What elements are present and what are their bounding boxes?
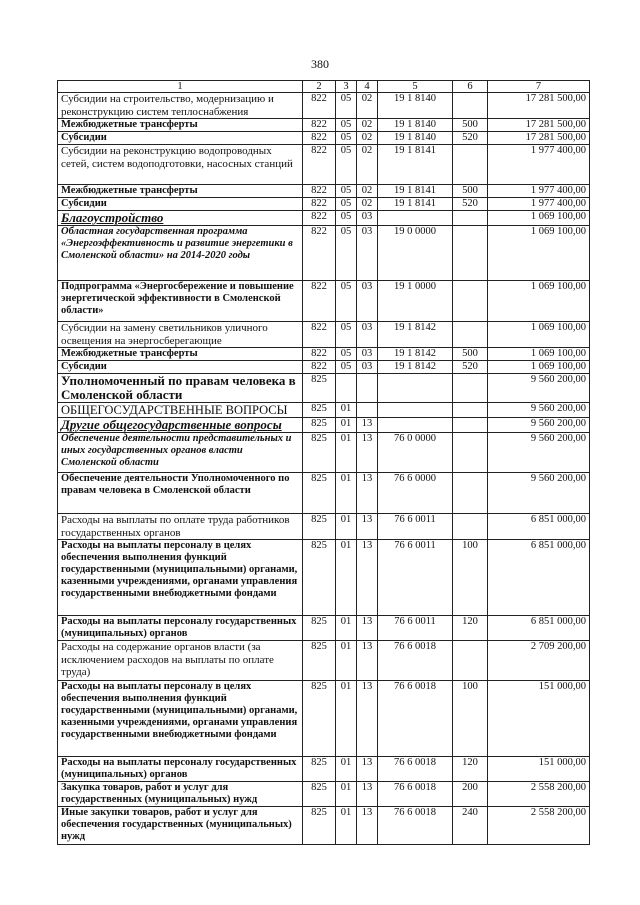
section-code: 05 (336, 145, 357, 185)
table-row (58, 185, 590, 198)
section-code: 05 (336, 281, 357, 322)
section-code: 05 (336, 322, 357, 348)
row-name: Межбюджетные трансферты (58, 119, 303, 132)
ministry-code: 822 (303, 226, 336, 281)
row-name: Иные закупки товаров, работ и услуг для обеспечения государственных (муниципальных) нужд (58, 807, 303, 845)
section-code (336, 374, 357, 403)
target-article: 19 1 8142 (378, 322, 453, 348)
subsection-code: 02 (357, 198, 378, 211)
row-name: Субсидии (58, 132, 303, 145)
section-code: 01 (336, 433, 357, 473)
target-article (378, 374, 453, 403)
amount: 2 558 200,00 (488, 807, 590, 845)
expense-type (453, 93, 488, 119)
subsection-code: 13 (357, 433, 378, 473)
subsection-code (357, 403, 378, 418)
row-name: Субсидии (58, 198, 303, 211)
subsection-code: 13 (357, 473, 378, 514)
ministry-code: 822 (303, 322, 336, 348)
row-name: Закупка товаров, работ и услуг для государственных (муниципальных) нужд (58, 782, 303, 807)
row-name: Благоустройство (58, 211, 303, 226)
amount: 1 977 400,00 (488, 145, 590, 185)
ministry-code: 822 (303, 361, 336, 374)
row-name: Расходы на выплаты персоналу в целях обеспечения выполнения функций государственными (муниципальными) органами, казенными учреждениями, органами управления государственными внебюджетными фондами (58, 681, 303, 757)
subsection-code: 03 (357, 322, 378, 348)
expense-type: 100 (453, 681, 488, 757)
target-article: 19 1 8141 (378, 145, 453, 185)
subsection-code: 03 (357, 211, 378, 226)
expense-type (453, 374, 488, 403)
table-body (58, 93, 590, 845)
subsection-code: 13 (357, 757, 378, 782)
table-row (58, 681, 590, 757)
expense-type (453, 433, 488, 473)
section-code: 05 (336, 361, 357, 374)
table-row (58, 641, 590, 681)
row-name: Подпрограмма «Энергосбережение и повышение энергетической эффективности в Смоленской области» (58, 281, 303, 322)
table-row (58, 418, 590, 433)
expense-type: 500 (453, 348, 488, 361)
expense-type: 500 (453, 119, 488, 132)
table-row (58, 119, 590, 132)
amount: 1 069 100,00 (488, 281, 590, 322)
amount: 1 069 100,00 (488, 348, 590, 361)
row-name: Субсидии на строительство, модернизацию и реконструкцию систем теплоснабжения (58, 93, 303, 119)
expense-type: 520 (453, 198, 488, 211)
row-name: Областная государственная программа «Энергоэффективность и развитие энергетики в Смоленской области» на 2014-2020 годы (58, 226, 303, 281)
subsection-code: 02 (357, 119, 378, 132)
table-row (58, 322, 590, 348)
ministry-code: 825 (303, 514, 336, 540)
section-code: 05 (336, 132, 357, 145)
subsection-code: 13 (357, 616, 378, 641)
row-name: Субсидии на реконструкцию водопроводных сетей, систем водоподготовки, насосных станций (58, 145, 303, 185)
expense-type (453, 418, 488, 433)
amount: 17 281 500,00 (488, 132, 590, 145)
column-header: 6 (453, 81, 488, 93)
amount: 6 851 000,00 (488, 540, 590, 616)
table-row (58, 145, 590, 185)
subsection-code: 13 (357, 418, 378, 433)
row-name: Расходы на содержание органов власти (за исключением расходов на выплаты по оплате труда) (58, 641, 303, 681)
target-article: 19 0 0000 (378, 226, 453, 281)
expense-type (453, 403, 488, 418)
ministry-code: 825 (303, 418, 336, 433)
expense-type: 500 (453, 185, 488, 198)
target-article: 76 6 0018 (378, 641, 453, 681)
amount: 1 977 400,00 (488, 198, 590, 211)
expense-type: 120 (453, 757, 488, 782)
target-article: 19 1 8142 (378, 361, 453, 374)
amount: 1 069 100,00 (488, 322, 590, 348)
expense-type (453, 281, 488, 322)
expense-type (453, 322, 488, 348)
section-code: 01 (336, 757, 357, 782)
target-article: 76 6 0011 (378, 540, 453, 616)
subsection-code: 02 (357, 93, 378, 119)
section-code: 05 (336, 185, 357, 198)
ministry-code: 825 (303, 681, 336, 757)
section-code: 05 (336, 348, 357, 361)
column-header: 4 (357, 81, 378, 93)
expense-type (453, 211, 488, 226)
target-article: 19 1 8141 (378, 185, 453, 198)
target-article (378, 418, 453, 433)
table-row (58, 361, 590, 374)
table-row (58, 403, 590, 418)
ministry-code: 822 (303, 348, 336, 361)
target-article: 19 1 8140 (378, 93, 453, 119)
section-code: 01 (336, 403, 357, 418)
ministry-code: 822 (303, 145, 336, 185)
section-code: 01 (336, 473, 357, 514)
column-header: 5 (378, 81, 453, 93)
budget-table (57, 80, 590, 845)
expense-type: 520 (453, 132, 488, 145)
subsection-code: 13 (357, 514, 378, 540)
row-name: Обеспечение деятельности представительных и иных государственных органов власти Смоленской области (58, 433, 303, 473)
ministry-code: 822 (303, 132, 336, 145)
target-article (378, 211, 453, 226)
row-name: Уполномоченный по правам человека в Смоленской области (58, 374, 303, 403)
page-number: 380 (311, 57, 329, 71)
section-code: 05 (336, 211, 357, 226)
table-row (58, 782, 590, 807)
row-name: ОБЩЕГОСУДАРСТВЕННЫЕ ВОПРОСЫ (58, 403, 303, 418)
subsection-code: 02 (357, 145, 378, 185)
section-code: 01 (336, 681, 357, 757)
table-row (58, 616, 590, 641)
ministry-code: 825 (303, 374, 336, 403)
subsection-code: 02 (357, 185, 378, 198)
expense-type (453, 514, 488, 540)
table-row (58, 757, 590, 782)
ministry-code: 825 (303, 807, 336, 845)
target-article: 76 6 0011 (378, 514, 453, 540)
ministry-code: 825 (303, 403, 336, 418)
subsection-code: 03 (357, 348, 378, 361)
table-row (58, 540, 590, 616)
column-header: 2 (303, 81, 336, 93)
amount: 2 558 200,00 (488, 782, 590, 807)
subsection-code (357, 374, 378, 403)
amount: 9 560 200,00 (488, 403, 590, 418)
expense-type (453, 641, 488, 681)
subsection-code: 13 (357, 807, 378, 845)
expense-type (453, 226, 488, 281)
subsection-code: 02 (357, 132, 378, 145)
section-code: 01 (336, 807, 357, 845)
section-code: 01 (336, 418, 357, 433)
ministry-code: 825 (303, 782, 336, 807)
target-article: 19 1 0000 (378, 281, 453, 322)
section-code: 05 (336, 226, 357, 281)
amount: 1 069 100,00 (488, 361, 590, 374)
table-row (58, 348, 590, 361)
target-article: 19 1 8140 (378, 119, 453, 132)
section-code: 01 (336, 514, 357, 540)
expense-type (453, 473, 488, 514)
subsection-code: 13 (357, 782, 378, 807)
ministry-code: 822 (303, 185, 336, 198)
column-header: 1 (58, 81, 303, 93)
section-code: 05 (336, 198, 357, 211)
expense-type: 100 (453, 540, 488, 616)
subsection-code: 03 (357, 361, 378, 374)
section-code: 05 (336, 93, 357, 119)
ministry-code: 822 (303, 119, 336, 132)
amount: 9 560 200,00 (488, 433, 590, 473)
amount: 151 000,00 (488, 681, 590, 757)
subsection-code: 03 (357, 281, 378, 322)
target-article: 76 6 0000 (378, 473, 453, 514)
amount: 17 281 500,00 (488, 93, 590, 119)
expense-type (453, 145, 488, 185)
target-article: 76 6 0018 (378, 782, 453, 807)
table-row (58, 514, 590, 540)
ministry-code: 822 (303, 93, 336, 119)
row-name: Расходы на выплаты по оплате труда работников государственных органов (58, 514, 303, 540)
table-row (58, 226, 590, 281)
subsection-code: 13 (357, 641, 378, 681)
target-article: 76 6 0018 (378, 807, 453, 845)
row-name: Другие общегосударственные вопросы (58, 418, 303, 433)
row-name: Субсидии (58, 361, 303, 374)
table-row (58, 93, 590, 119)
table-row (58, 433, 590, 473)
ministry-code: 825 (303, 757, 336, 782)
ministry-code: 825 (303, 433, 336, 473)
amount: 9 560 200,00 (488, 473, 590, 514)
amount: 1 069 100,00 (488, 211, 590, 226)
amount: 1 069 100,00 (488, 226, 590, 281)
ministry-code: 822 (303, 198, 336, 211)
expense-type: 240 (453, 807, 488, 845)
target-article: 76 6 0018 (378, 681, 453, 757)
table-row (58, 281, 590, 322)
row-name: Межбюджетные трансферты (58, 185, 303, 198)
ministry-code: 825 (303, 540, 336, 616)
amount: 1 977 400,00 (488, 185, 590, 198)
expense-type: 520 (453, 361, 488, 374)
row-name: Субсидии на замену светильников уличного освещения на энергосберегающие (58, 322, 303, 348)
amount: 2 709 200,00 (488, 641, 590, 681)
amount: 151 000,00 (488, 757, 590, 782)
budget-table-container (57, 80, 589, 845)
section-code: 05 (336, 119, 357, 132)
subsection-code: 03 (357, 226, 378, 281)
subsection-code: 13 (357, 681, 378, 757)
target-article: 19 1 8142 (378, 348, 453, 361)
amount: 9 560 200,00 (488, 374, 590, 403)
section-code: 01 (336, 540, 357, 616)
target-article: 19 1 8141 (378, 198, 453, 211)
table-row (58, 807, 590, 845)
ministry-code: 825 (303, 641, 336, 681)
expense-type: 200 (453, 782, 488, 807)
target-article: 76 6 0018 (378, 757, 453, 782)
target-article: 76 0 0000 (378, 433, 453, 473)
ministry-code: 825 (303, 616, 336, 641)
row-name: Обеспечение деятельности Уполномоченного по правам человека в Смоленской области (58, 473, 303, 514)
target-article: 19 1 8140 (378, 132, 453, 145)
section-code: 01 (336, 616, 357, 641)
amount: 6 851 000,00 (488, 514, 590, 540)
row-name: Расходы на выплаты персоналу в целях обеспечения выполнения функций государственными (муниципальными) органами, казенными учреждениями, органами управления государственными внебюджетными фондами (58, 540, 303, 616)
table-row (58, 198, 590, 211)
row-name: Расходы на выплаты персоналу государственных (муниципальных) органов (58, 757, 303, 782)
target-article: 76 6 0011 (378, 616, 453, 641)
column-header: 7 (488, 81, 590, 93)
table-row (58, 211, 590, 226)
target-article (378, 403, 453, 418)
expense-type: 120 (453, 616, 488, 641)
section-code: 01 (336, 782, 357, 807)
amount: 17 281 500,00 (488, 119, 590, 132)
section-code: 01 (336, 641, 357, 681)
row-name: Межбюджетные трансферты (58, 348, 303, 361)
column-header: 3 (336, 81, 357, 93)
column-number-row (58, 81, 590, 93)
table-row (58, 473, 590, 514)
row-name: Расходы на выплаты персоналу государственных (муниципальных) органов (58, 616, 303, 641)
ministry-code: 822 (303, 211, 336, 226)
amount: 9 560 200,00 (488, 418, 590, 433)
ministry-code: 822 (303, 281, 336, 322)
subsection-code: 13 (357, 540, 378, 616)
table-row (58, 132, 590, 145)
ministry-code: 825 (303, 473, 336, 514)
table-row (58, 374, 590, 403)
amount: 6 851 000,00 (488, 616, 590, 641)
